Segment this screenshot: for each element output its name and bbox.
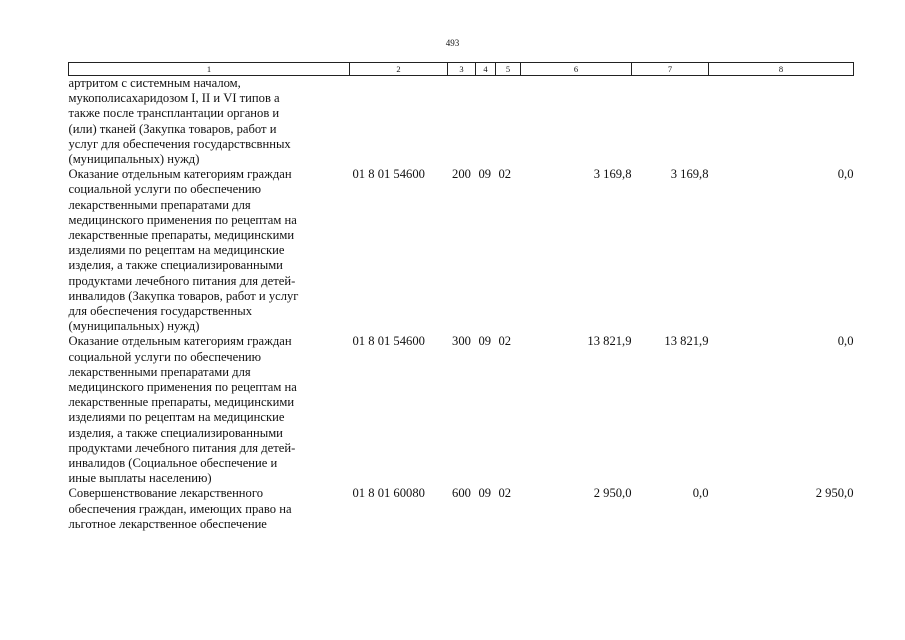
column-number-2: 2 <box>350 63 448 76</box>
subsection-code: 02 <box>498 334 512 349</box>
table-row <box>69 334 854 486</box>
amount-column-6 <box>521 76 632 168</box>
budget-table <box>68 62 854 532</box>
amount-column-6: 13 821,9 <box>587 334 632 349</box>
target-article-code <box>350 76 448 168</box>
amount-column-8: 0,0 <box>837 334 854 349</box>
row-description: артритом с системным началом, мукополисахаридозом I, II и VI типов а также после трансплантации органов и (или) тканей (Закупка товаров, работ и услуг для обеспечения государствсвнных (муниципальных) нужд) <box>68 76 291 167</box>
row-description: Оказание отдельным категориям граждан социальной услуги по обеспечению лекарственными препаратами для медицинского применения по рецептам на лекарственные препараты, медицинскими изделиями по рецептам на медицинские изделия, а также специализированными продуктами лечебного питания для детей- инвалидов (Закупка товаров, работ и услуг для обеспечения государственных (муниципальных) нужд) <box>68 167 299 334</box>
expense-type-code <box>448 76 476 168</box>
subsection-code: 02 <box>498 486 512 501</box>
column-numbers-row <box>69 63 854 76</box>
subsection-code: 02 <box>498 167 512 182</box>
column-number-7: 7 <box>632 63 709 76</box>
target-article-code: 01 8 01 54600 <box>352 167 425 182</box>
section-code: 09 <box>478 486 492 501</box>
amount-column-6: 2 950,0 <box>593 486 632 501</box>
section-code: 09 <box>478 167 492 182</box>
row-description: Совершенствование лекарственного обеспечения граждан, имеющих право на льготное лекарственное обеспечение <box>68 486 292 531</box>
section-code <box>476 76 496 168</box>
column-number-5: 5 <box>496 63 521 76</box>
amount-column-7 <box>632 76 709 168</box>
target-article-code: 01 8 01 54600 <box>352 334 425 349</box>
amount-column-8: 2 950,0 <box>815 486 854 501</box>
section-code: 09 <box>478 334 492 349</box>
page-number: 493 <box>445 38 460 48</box>
column-number-1: 1 <box>69 63 350 76</box>
amount-column-8 <box>709 76 854 168</box>
target-article-code: 01 8 01 60080 <box>352 486 425 501</box>
row-description: Оказание отдельным категориям граждан социальной услуги по обеспечению лекарственными препаратами для медицинского применения по рецептам на лекарственные препараты, медицинскими изделиями по рецептам на медицинские изделия, а также специализированными продуктами лечебного питания для детей- инвалидов (Социальное обеспечение и иные выплаты населению) <box>68 334 297 486</box>
table-row <box>69 76 854 168</box>
table-header <box>69 63 854 76</box>
amount-column-6: 3 169,8 <box>593 167 632 182</box>
expense-type-code: 300 <box>452 334 471 349</box>
table-row <box>69 486 854 532</box>
column-number-3: 3 <box>448 63 476 76</box>
column-number-6: 6 <box>521 63 632 76</box>
amount-column-7: 13 821,9 <box>664 334 709 349</box>
amount-column-8: 0,0 <box>837 167 854 182</box>
amount-column-7: 3 169,8 <box>670 167 709 182</box>
amount-column-7: 0,0 <box>692 486 709 501</box>
table-body <box>69 76 854 533</box>
expense-type-code: 600 <box>452 486 471 501</box>
subsection-code <box>496 76 521 168</box>
expense-type-code: 200 <box>452 167 471 182</box>
column-number-8: 8 <box>709 63 854 76</box>
column-number-4: 4 <box>476 63 496 76</box>
table-row <box>69 167 854 334</box>
